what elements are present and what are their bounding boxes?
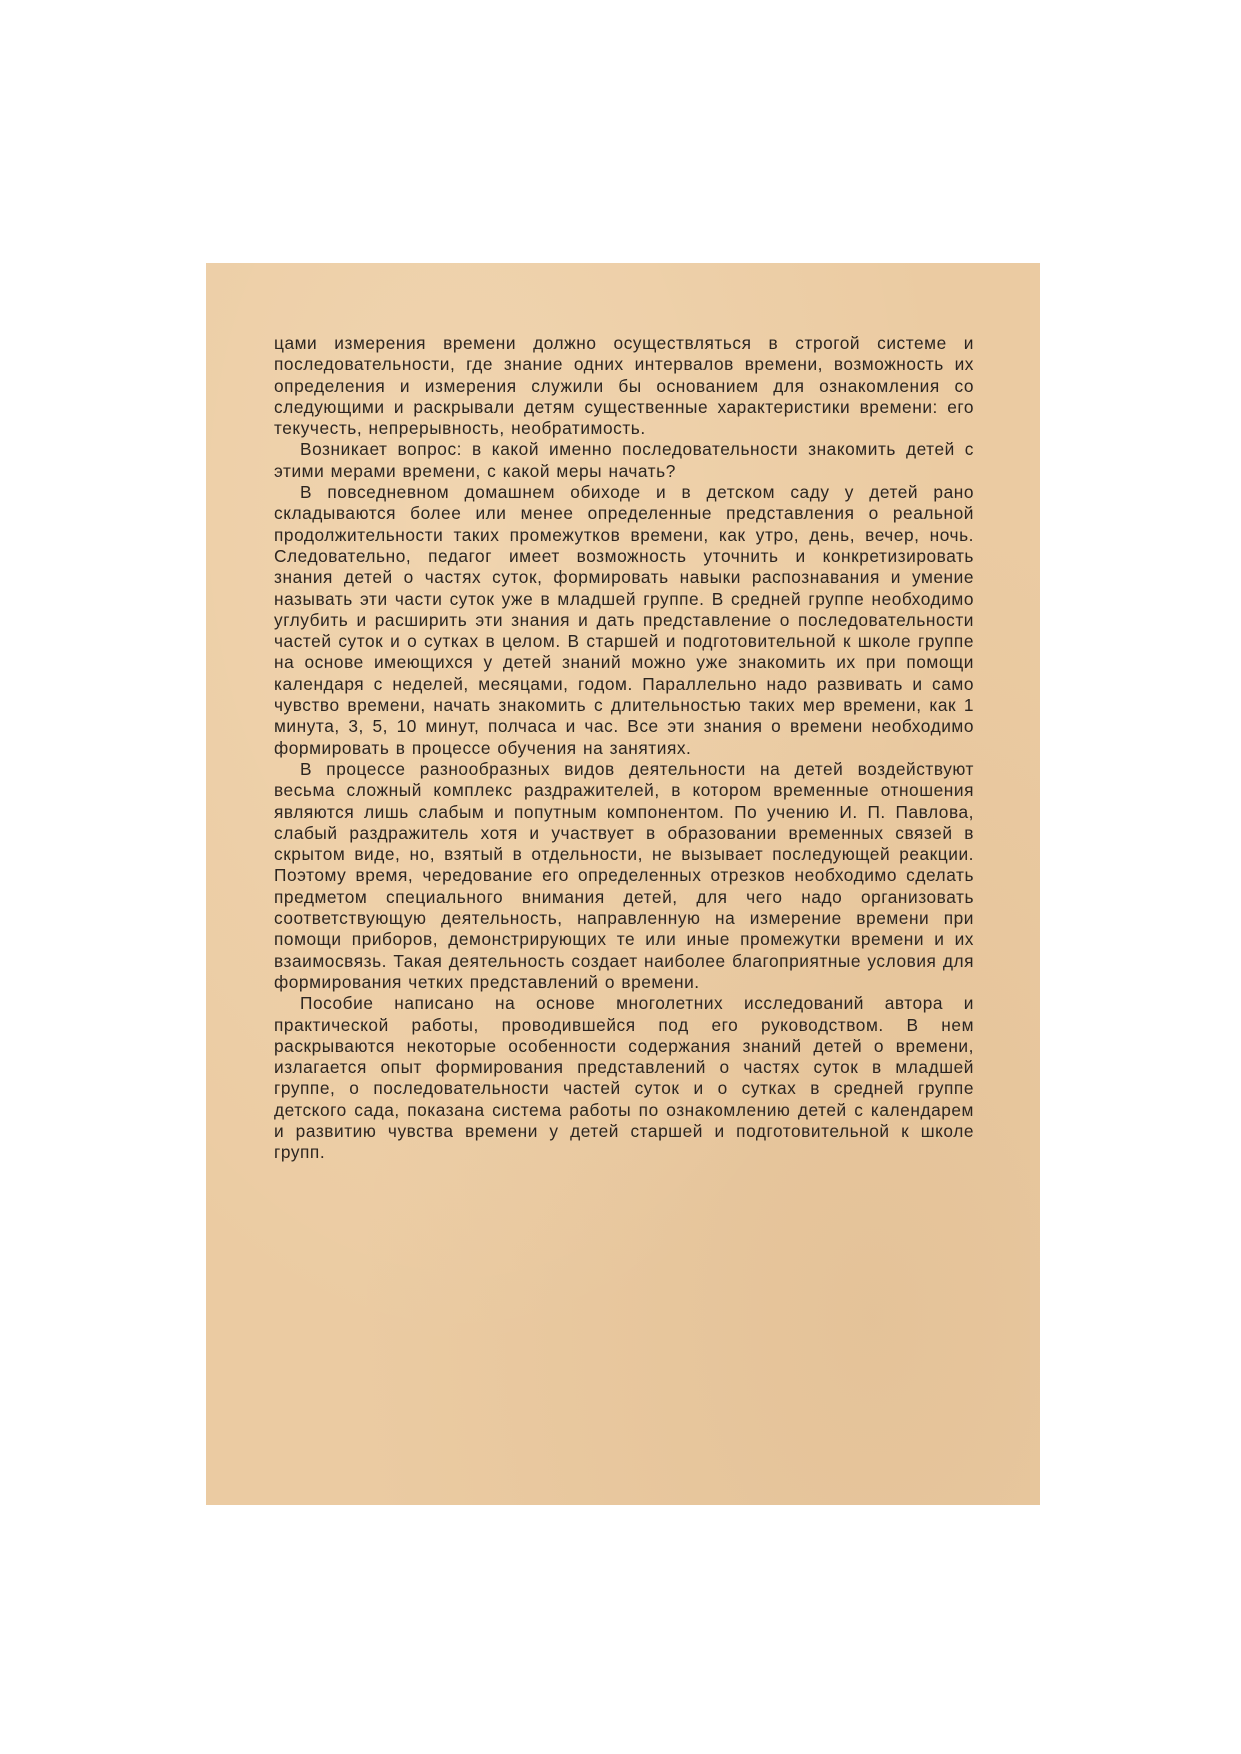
body-text: [274, 333, 974, 1164]
paragraph-continuation: цами измерения времени должно осуществляться в строгой системе и последовательности, где знание одних интервалов времени, возможность их определения и измерения служили бы основанием для ознакомления со следующими и раскрывали детям существенные характеристики времени: его текучесть, непрерывность, необратимость.: [274, 333, 974, 439]
scanned-book-page: [206, 263, 1040, 1505]
paragraph-question: Возникает вопрос: в какой именно последовательности знакомить детей с этими мерами времени, с какой меры начать?: [274, 439, 974, 481]
paragraph-everyday-ideas: В повседневном домашнем обиходе и в детском саду у детей рано складываются более или менее определенные представления о реальной продолжительности таких промежутков времени, как утро, день, вечер, ночь. Следовательно, педагог имеет возможность уточнить и конкретизировать знания детей о частях суток, формировать навыки распознавания и умение называть эти части суток уже в младшей группе. В средней группе необходимо углубить и расширить эти знания и дать представление о последовательности частей суток и о сутках в целом. В старшей и подготовительной к школе группе на основе имеющихся у детей знаний можно уже знакомить их при помощи календаря с неделей, месяцами, годом. Параллельно надо развивать и само чувство времени, начать знакомить с длительностью таких мер времени, как 1 минута, 3, 5, 10 минут, полчаса и час. Все эти знания о времени необходимо формировать в процессе обучения на занятиях.: [274, 482, 974, 758]
paragraph-manual-overview: Пособие написано на основе многолетних исследований автора и практической работы, проводившейся под его руководством. В нем раскрываются некоторые особенности содержания знаний детей о времени, излагается опыт формирования представлений о частях суток в младшей группе, о последовательности частей суток и о сутках в средней группе детского сада, показана система работы по ознакомлению детей с календарем и развитию чувства времени у детей старшей и подготовительной к школе групп.: [274, 993, 974, 1163]
paragraph-stimuli: В процессе разнообразных видов деятельности на детей воздействуют весьма сложный комплекс раздражителей, в котором временные отношения являются лишь слабым и попутным компонентом. По учению И. П. Павлова, слабый раздражитель хотя и участвует в образовании временных связей в скрытом виде, но, взятый в отдельности, не вызывает последующей реакции. Поэтому время, чередование его определенных отрезков необходимо сделать предметом специального внимания детей, для чего надо организовать соответствующую деятельность, направленную на измерение времени при помощи приборов, демонстрирующих те или иные промежутки времени и их взаимосвязь. Такая деятельность создает наиболее благоприятные условия для формирования четких представлений о времени.: [274, 758, 974, 992]
